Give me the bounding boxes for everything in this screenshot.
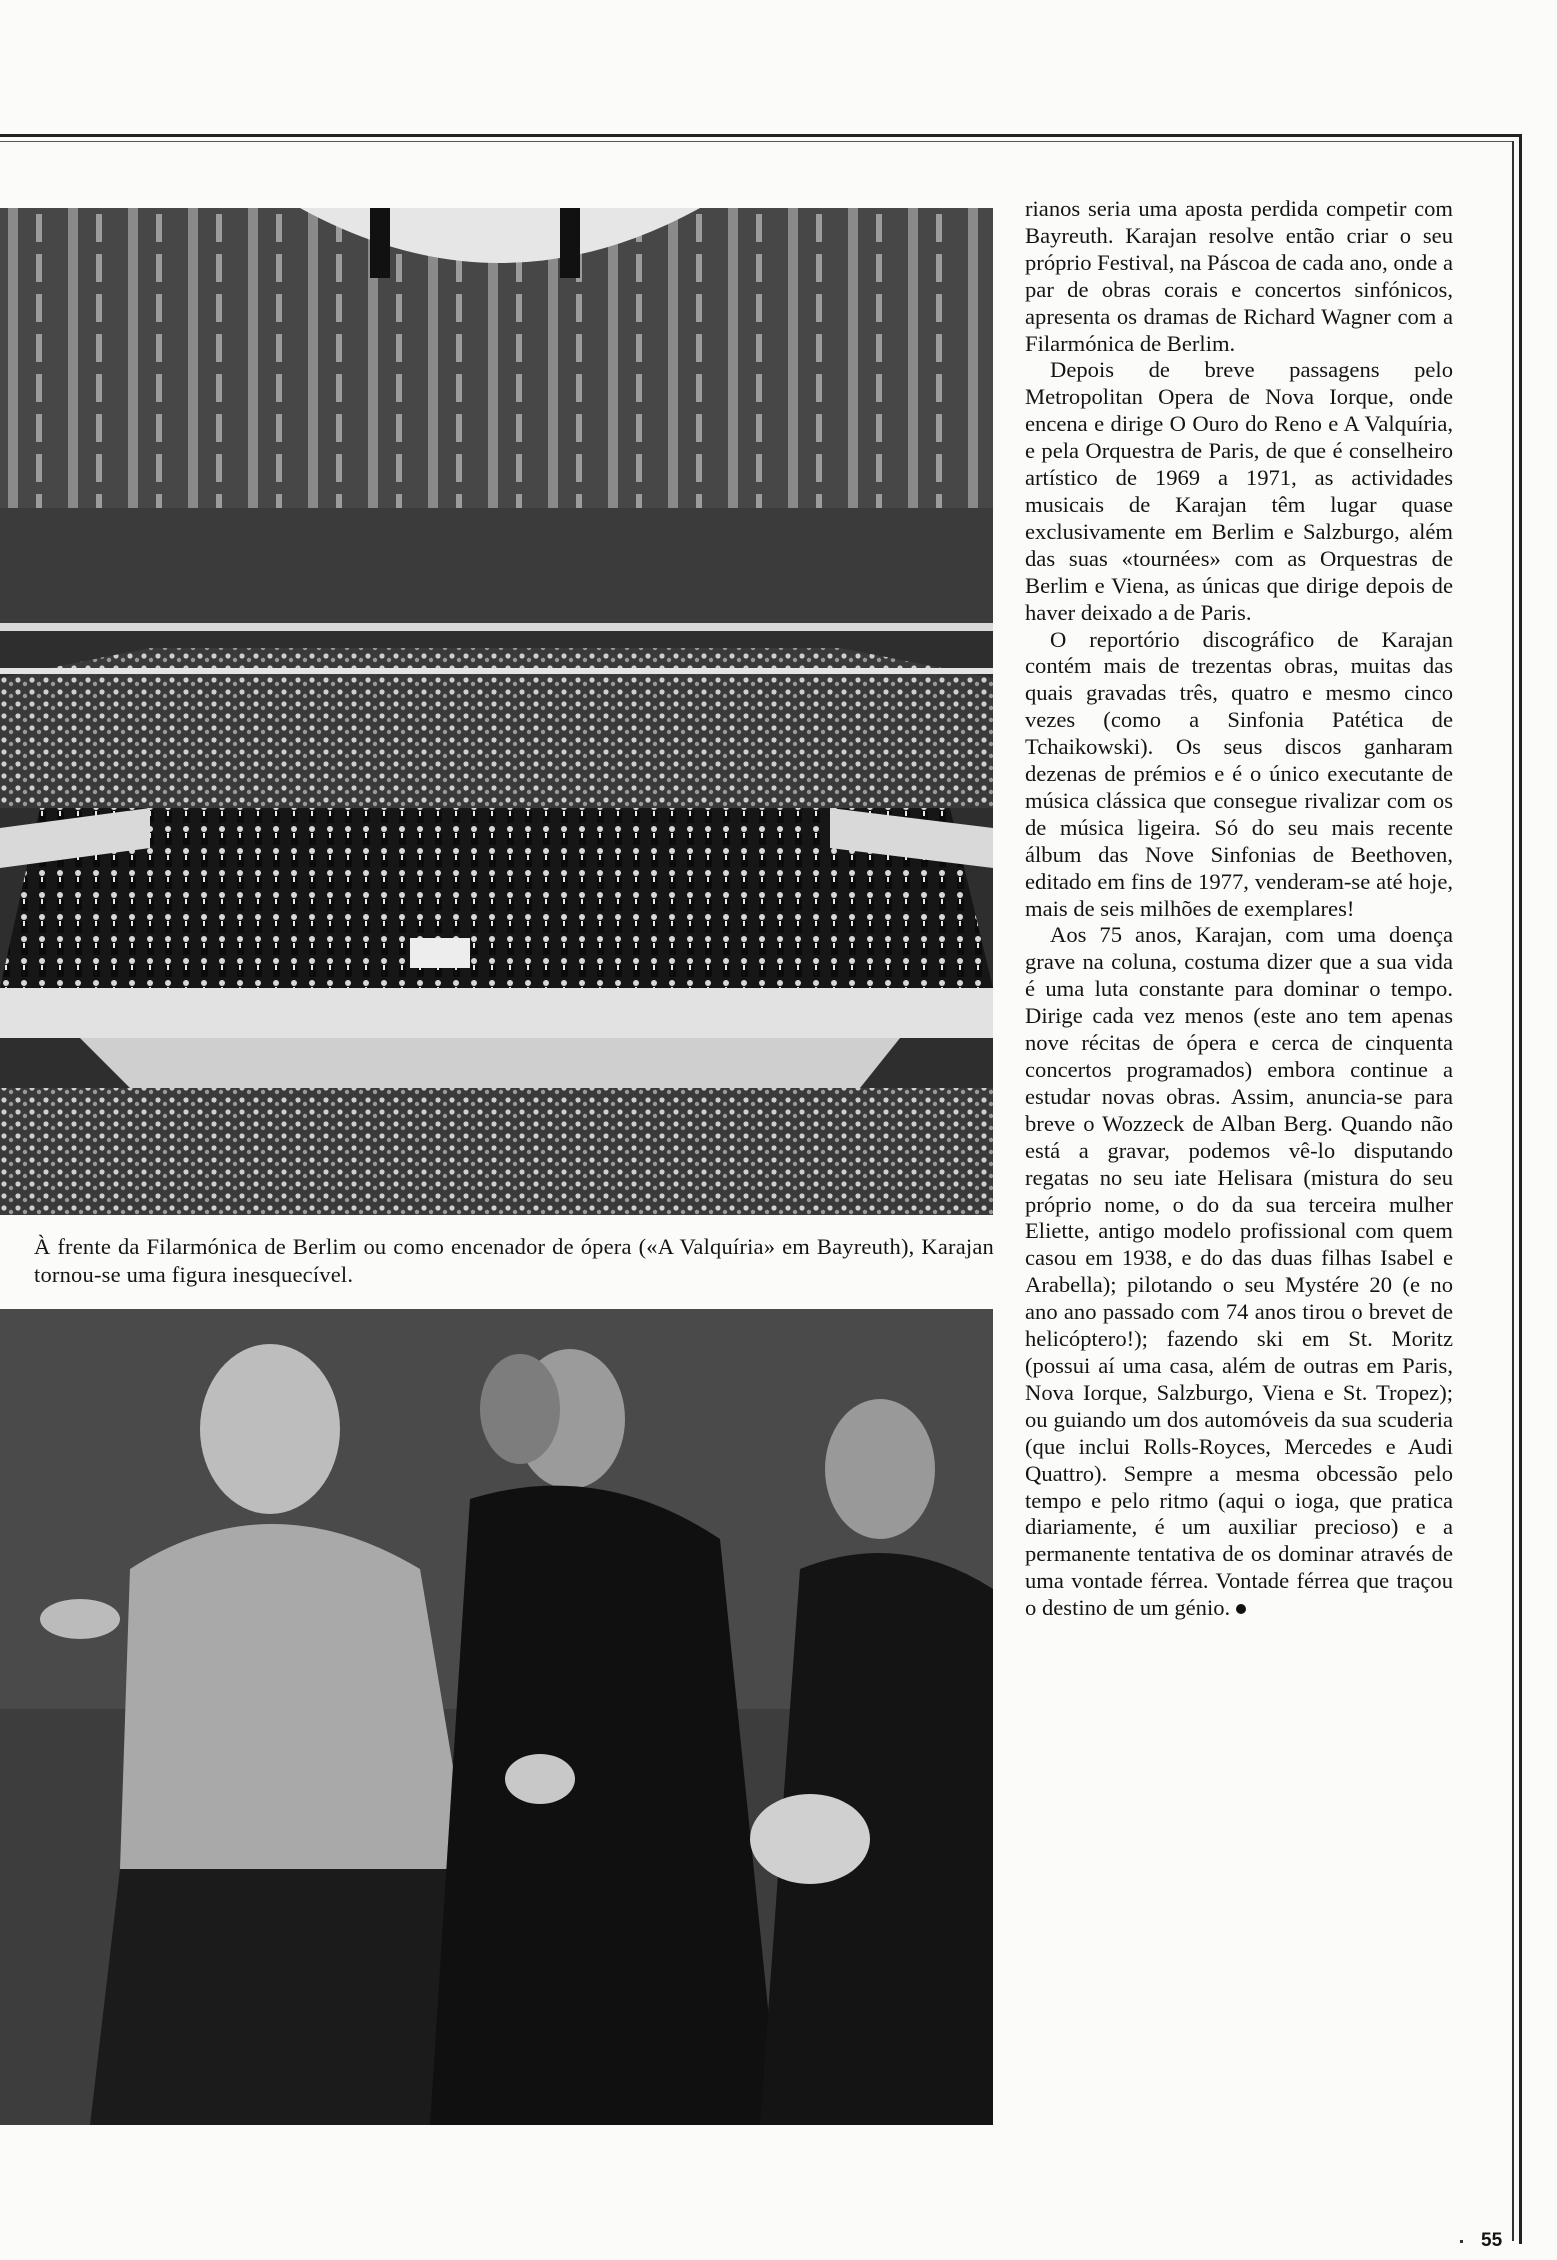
right-border-rule-inner bbox=[1512, 141, 1514, 2241]
article-text-column bbox=[1025, 196, 1453, 1622]
end-of-article-bullet-icon bbox=[1236, 1604, 1246, 1614]
article-paragraph-4-text: Aos 75 anos, Karajan, com uma doença grave na coluna, costuma dizer que a sua vida é uma luta constante para dominar o tempo. Dirige cada vez menos (este ano tem apenas nove récitas de ópera e cerca de cinquenta concertos programados) embora continue a estudar novas obras. Assim, anuncia-se para breve o Wozzeck de Alban Berg. Quando não está a gravar, podemos vê-lo disputando regatas no seu iate Helisara (mistura do seu próprio nome, o do da sua terceira mulher Eliette, antigo modelo profissional com quem casou em 1938, e do das duas filhas Isabel e Arabella); pilotando o seu Mystére 20 (e no ano ano passado com 74 anos tirou o brevet de helicóptero!); fazendo ski em St. Moritz (possui aí uma casa, além de outras em Paris, Nova Iorque, Salzburgo, Viena e St. Tropez); ou guiando um dos automóveis da sua scuderia (que inclui Rolls-Royces, Mercedes e Audi Quattro). Sempre a mesma obcessão pelo tempo e pelo ritmo (aqui o ioga, que pratica diariamente, é um auxiliar precioso) e a permanente tentativa de os dominar através de uma vontade férrea. Vontade férrea que traçou o destino de um génio. bbox=[1025, 922, 1453, 1621]
concert-hall-photo bbox=[0, 208, 993, 1215]
photo-caption: À frente da Filarmónica de Berlim ou como encenador de ópera («A Valquíria» em Bayreuth), Karajan tornou-se uma figura inesquecível. bbox=[34, 1234, 994, 1287]
top-border-rule-inner bbox=[0, 141, 1512, 142]
article-paragraph-1: rianos seria uma aposta perdida competir com Bayreuth. Karajan resolve então criar o seu próprio Festival, na Páscoa de cada ano, onde a par de obras corais e concertos sinfónicos, apresenta os dramas de Richard Wagner com a Filarmónica de Berlim. bbox=[1025, 196, 1453, 356]
article-paragraph-2: Depois de breve passagens pelo Metropolitan Opera de Nova Iorque, onde encena e dirige O Ouro do Reno e A Valquíria, e pela Orquestra de Paris, de que é conselheiro artístico de 1969 a 1971, as actividades musicais de Karajan têm lugar quase exclusivamente em Berlim e Salzburgo, além das suas «tournées» com as Orquestras de Berlim e Viena, as únicas que dirige depois de haver deixado a de Paris. bbox=[1025, 357, 1453, 625]
opera-scene-photo bbox=[0, 1309, 993, 2125]
right-border-rule bbox=[1519, 134, 1522, 2244]
article-paragraph-3: O reportório discográfico de Karajan contém mais de trezentas obras, muitas das quais gravadas três, quatro e mesmo cinco vezes (como a Sinfonia Patética de Tchaikowski). Os seus discos ganharam dezenas de prémios e é o único executante de música clássica que consegue rivalizar com os de música ligeira. Só do seu mais recente álbum das Nove Sinfonias de Beethoven, editado em fins de 1977, venderam-se até hoje, mais de seis milhões de exemplares! bbox=[1025, 626, 1453, 921]
article-paragraph-4 bbox=[1025, 922, 1453, 1622]
page-number: 55 bbox=[1481, 2230, 1503, 2251]
top-border-rule bbox=[0, 134, 1521, 137]
page-number-dot bbox=[1460, 2240, 1463, 2243]
